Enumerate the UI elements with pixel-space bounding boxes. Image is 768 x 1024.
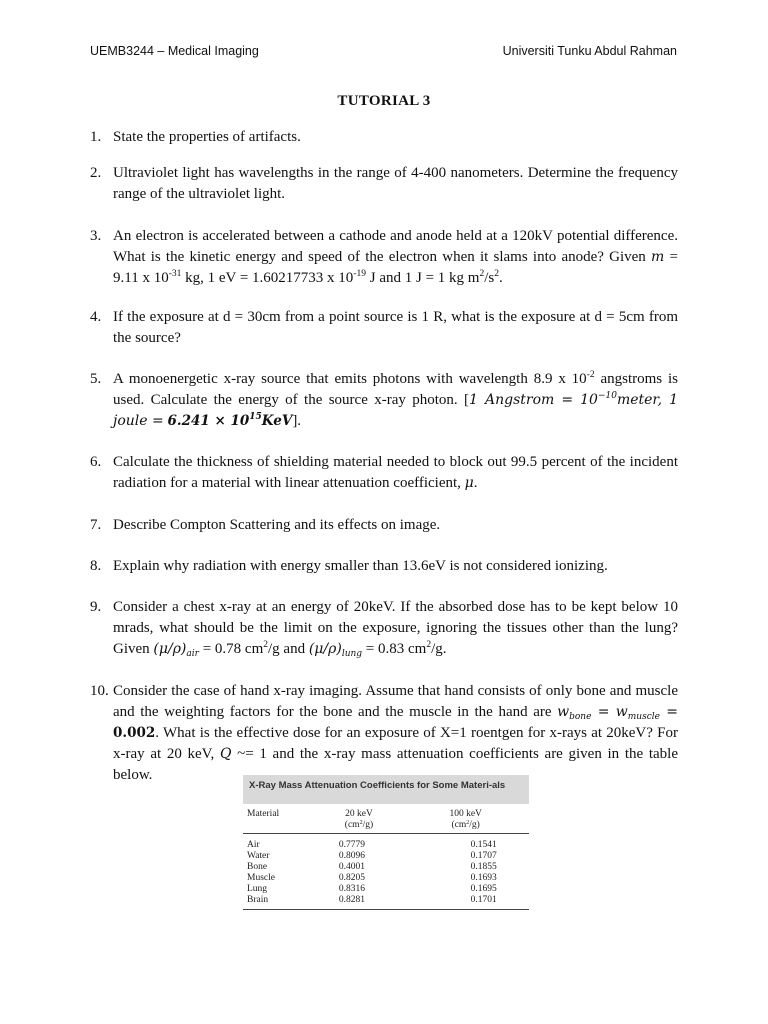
question-text: = 0.78 cm [198,641,264,657]
question-text: = 0.83 cm [362,641,427,657]
cell-100kev: 0.1693 [470,873,497,883]
table-bottom-rule [243,909,529,910]
table-row [243,884,529,895]
math-var: w [615,704,628,720]
table-header-row [243,804,529,834]
exponent: 2 [494,269,499,279]
question-number: 1. [90,129,102,145]
question-text: Ultraviolet light has wavelengths in the range of 4-400 nanometers. Determine the frequency range of the ultraviolet light. [113,165,678,202]
cell-material: Brain [247,895,269,905]
question-text: If the exposure at d = 30cm from a point source is 1 R, what is the exposure at d = 5cm from the source? [113,309,678,346]
question-2 [90,163,678,205]
cell-material: Water [247,851,270,861]
university-name: Universiti Tunku Abdul Rahman [502,44,677,58]
question-text: angstroms is used. Calculate the energy of the source x-ray photon. [ [113,371,678,408]
math-expression: (μ/ρ) [153,641,187,657]
cell-100kev: 0.1855 [470,862,497,872]
cell-100kev: 0.1541 [470,840,497,850]
exponent: -31 [168,269,182,279]
subscript: muscle [627,712,660,722]
question-text: /g and [268,641,309,657]
question-number: 9. [90,599,102,615]
cell-100kev: 0.1695 [470,884,497,894]
math-expression: KeV [261,413,293,429]
question-text: J and 1 J = 1 kg m [365,270,480,286]
question-number: 4. [90,309,102,325]
question-number: 7. [90,517,102,533]
question-text: Consider the case of hand x-ray imaging. Assume that hand consists of only bone and muscle and the weighting factors for the bone and the muscle in the hand are [113,683,678,720]
question-8 [90,556,678,577]
question-text: . [473,475,478,491]
subscript: bone [569,712,592,722]
question-text: = 9.11 x 10 [113,249,678,286]
cell-material: Bone [247,862,268,872]
cell-20kev: 0.8205 [338,873,366,883]
math-operator: = [659,704,678,720]
math-var: w [557,704,570,720]
cell-20kev: 0.8096 [338,851,366,861]
unit: (cm [344,820,360,830]
question-text: State the properties of artifacts. [113,129,301,145]
header-100kev-label: 100 keV [449,809,482,819]
question-number: 8. [90,558,102,574]
exponent: 2 [263,640,268,650]
cell-20kev: 0.8281 [338,895,366,905]
cell-20kev: 0.4001 [338,862,366,872]
question-1 [90,127,678,148]
question-text: ~= 1 and the x-ray mass attenuation coefficients are given in the table below. [113,746,678,783]
unit: /g) [362,820,374,830]
question-5 [90,369,678,432]
question-text: kg, 1 eV = 1.60217733 x 10 [181,270,354,286]
question-number: 6. [90,454,102,470]
table-row [243,834,529,852]
unit-exponent: 2 [359,820,363,826]
cell-material: Air [247,840,260,850]
table-row [243,851,529,862]
cell-20kev: 0.7779 [338,840,366,850]
math-expression: meter, 1 joule = [113,392,678,429]
math-expression: (μ/ρ) [308,641,342,657]
question-text: A monoenergetic x-ray source that emits photons with wavelength 8.9 x 10 [113,371,587,387]
question-9 [90,597,678,660]
question-number: 5. [90,371,102,387]
exponent: 2 [479,269,485,279]
table-row [243,862,529,873]
exponent: -2 [586,370,595,380]
exponent: −10 [597,391,617,401]
page-title: TUTORIAL 3 [337,93,431,109]
attenuation-table-figure [243,775,529,927]
question-text: Explain why radiation with energy smaller than 13.6eV is not considered ionizing. [113,558,608,574]
question-number: 2. [90,165,102,181]
exponent: -19 [353,269,366,279]
header-20kev [316,804,403,834]
question-text: An electron is accelerated between a cathode and anode held at a 120kV potential difference. What is the kinetic energy and speed of the electron when it slams into anode? Given [113,228,678,265]
unit-exponent: 2 [466,820,470,826]
question-3 [90,226,678,289]
header-material: Material [243,804,316,834]
question-number: 10. [90,683,109,699]
cell-100kev: 0.1701 [470,895,497,905]
math-var: m [651,249,665,265]
subscript: lung [341,649,363,659]
question-7 [90,515,678,536]
question-text: Consider a chest x-ray at an energy of 20keV. If the absorbed dose has to be kept below 10 mrads, what should be the limit on the exposure, ignoring the tissues other than the lung? Given [113,599,678,657]
question-number: 3. [90,228,102,244]
question-6 [90,452,678,494]
question-text: . [498,270,503,286]
unit: /g) [469,820,480,830]
header-20kev-label: 20 keV [345,809,373,819]
course-title: UEMB3244 – Medical Imaging [90,44,259,58]
exponent: 2 [426,640,432,650]
question-text: Calculate the thickness of shielding material needed to block out 99.5 percent of the incident radiation for a material with linear attenuation coefficient, [113,454,678,491]
attenuation-table [243,804,529,906]
cell-material: Muscle [247,873,275,883]
header-100kev [402,804,529,834]
cell-material: Lung [247,884,268,894]
question-text: . What is the effective dose for an exposure of X=1 roentgen for x-rays at 20keV? For x-ray at 20 keV, [113,725,678,762]
table-title: X-Ray Mass Attenuation Coefficients for Some Materi-als [243,775,529,804]
cell-100kev: 0.1707 [470,851,497,861]
question-text: Describe Compton Scattering and its effects on image. [113,517,441,533]
table-row [243,873,529,884]
question-text: /s [484,270,495,286]
page-header [90,44,677,58]
math-var: μ [464,475,474,491]
unit: (cm [451,820,467,830]
question-10 [90,681,678,786]
question-text: ]. [292,413,302,429]
math-var: Q [219,746,232,762]
question-4 [90,307,678,349]
math-value: 0.002 [113,725,156,741]
math-operator: = [591,704,616,720]
question-text: /g. [431,641,447,657]
subscript: air [186,649,199,659]
exponent: 15 [249,412,262,422]
table-row [243,895,529,906]
cell-20kev: 0.8316 [338,884,366,894]
math-expression: 6.241 × 10 [167,413,250,429]
math-expression: 1 Angstrom = 10 [469,392,598,408]
